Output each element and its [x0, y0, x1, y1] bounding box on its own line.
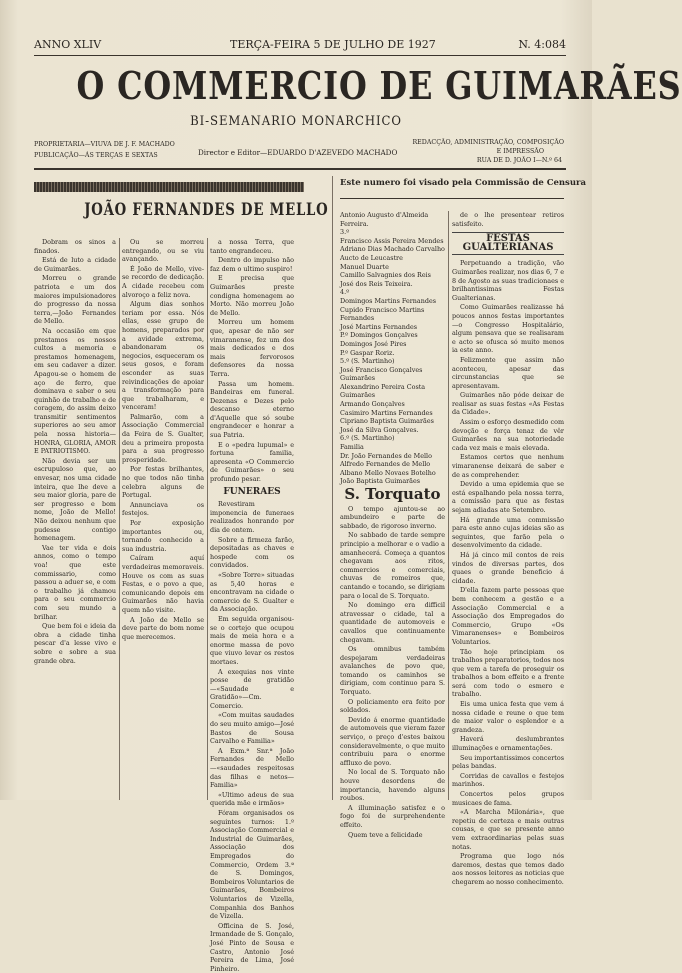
paragraph: É João de Mello, vive-se recordo de dedicação. A cidade recebeu com alvoroço a feliz nova. [122, 264, 204, 299]
proprietaria-line: PROPRIETARIA—VIUVA DE J. F. MACHADO [34, 141, 175, 148]
director-line: Director e Editor—EDUARDO D'AZEVEDO MACHADO [198, 148, 398, 157]
list-item: Armando Gonçalves [340, 400, 405, 409]
paragraph: Não devia ser um escrupuloso que, ao envesar, nos uma cidade inteira, que lhe deve a seu maior gloria, pare de ser progresso e bom nome, João de Mello! Não deixou nenhum que pudesse contigo homenagem. [34, 456, 116, 543]
paragraph: Caíram aquí verdadeiras memoraveis. Houve os com as suas Festas, e o povo a que, comunicando depois em Guimarães não havia quem não visite. [122, 554, 204, 614]
newspaper-title: O COMMERCIO DE GUIMARÃES [76, 63, 682, 108]
paragraph: Revestiram imponencia de funeraes realizados honrando por dia de ontem. [210, 500, 294, 534]
funerais-heading: FUNERAES [223, 486, 281, 497]
paragraph: Dobram os sinos a finados. [34, 238, 116, 255]
paragraph: No local de S. Torquato não houve desordens de importancia, havendo alguns roubos. [340, 768, 445, 803]
article-column-3 [210, 238, 294, 973]
paragraph: O tempo ajuntou-se ao ambundeiro e parte de sabbado, de rigoroso inverno. [340, 504, 445, 530]
issue-year: ANNO XLIV [34, 38, 102, 51]
paragraph: Vae ter vida e dois annos, como o tempo voa! que este commissario, como passou a aduer se, e com o trabalho já chamou para o seu commercio com seu mundo a brilhar. [34, 543, 116, 621]
column-divider [448, 211, 449, 800]
list-item: Francisco Assis Pereira Mendes [340, 236, 444, 245]
newspaper-subtitle: BI-SEMANARIO MONARCHICO [190, 114, 402, 129]
paragraph: Está de luto a cidade de Guimarães. [34, 256, 116, 273]
paragraph: Perpetuando a tradição, vão Guimarães realizar, nos dias 6, 7 e 8 de Agosto as suas tradicionaes e brilhantissimas Festas Gualterianas. [452, 259, 564, 302]
paragraph: Haverá deslumbrantes illuminações e ornamentações. [452, 735, 564, 753]
article-column-1 [34, 238, 116, 800]
paragraph: No sabbado de tarde sempre principio a melhorar e o vadio a amanhecerá. Começa a quantos chegavam aos ritos, commercios e comerciais, chuvas de romeiros que, cantando e tocando, se dirigiam para o local de S. Torquato. [340, 531, 445, 600]
list-item: José Francisco Gonçalves Guimarães [340, 365, 423, 383]
article-column-2 [122, 238, 204, 800]
list-item: 6.º (S. Martinho) [340, 434, 395, 443]
list-item: 3.º [340, 228, 350, 237]
paragraph: «A Marcha Milonária», que repetiu de certeza e mais outras cousas, e que se presente anno vem extraordinarias pelas suas notas. [452, 808, 564, 851]
paragraph: Palmarão, com a Associação Commercial da Feira de S. Gualter, deu a primeira proposta para a sua progresso prosperidade. [122, 412, 204, 464]
list-item: Dr. João Fernandes de Mello [340, 451, 432, 460]
list-item: 4.º [340, 288, 350, 297]
list-item: Adriano Dias Machado Carvalho [340, 245, 445, 254]
list-item: José Martins Fernandes [340, 322, 418, 331]
paragraph: A Exm.ª Snr.ª João Fernandes de Mello—«saudades respeitosas das filhas e netos—Familia» [210, 746, 294, 790]
list-item: João Baptista Guimarães [340, 477, 421, 486]
paragraph: E o «pedra lupumal» e fortuna familia, apresenta «O Commercio de Guimarães» o seu profundo pesar. [210, 440, 294, 484]
paragraph: Concertos pelos grupos musicaes de fama. [452, 790, 564, 807]
paragraph: Corridas de cavallos e festejos marinhos. [452, 771, 564, 789]
paragraph: Guimarães não póde deixar de realisar as suas festas «As Festas da Cidade». [452, 391, 564, 417]
list-item: Antonio Augusto d'Almeida Ferreira. [340, 211, 429, 228]
paragraph: O policiamento era feito por soldados. [340, 697, 445, 715]
publicacao-line: PUBLICAÇÃO—ÁS TERÇAS E SEXTAS [34, 152, 158, 159]
paragraph: Estamos certos que nenhum vimaranense deixará de saber e de as comprehender. [452, 453, 564, 479]
list-item: José dos Reis Teixeira. [340, 279, 413, 288]
column-divider [119, 238, 120, 800]
paragraph: Eis uma unica festa que vem á nossa cidade e reune o que tem de maior valor o esplendor e a grandeza. [452, 700, 564, 734]
list-item: Familia [340, 443, 364, 452]
paragraph: Como Guimarães realizasse há poucos annos festas importantes—o Congresso Hospitalário, algum pensava que se realisaram e acto se ofusca só muito menos ia este anno. [452, 303, 564, 355]
paragraph: Morreu um homem que, apesar de não ser vimaranense, fez um dos mais dedicados e dos mais fervorosos defensores da nossa Terra. [210, 318, 294, 378]
list-item: Alfredo Fernandes de Mello [340, 460, 431, 469]
paragraph: D'ella fazem parte pessoas que bem conhecem a gestão e a Associação Commercial e a Associação dos Empregados do Commercio, Grupo «Os Vimaranenses» e Bombeiros Voluntarios. [452, 586, 564, 646]
paragraph: Dentro do impulso não faz dem o ultimo suspiro! [210, 256, 294, 273]
paragraph: de o lhe presentear retiros satisfeito. [452, 211, 564, 228]
impressao-line: E IMPRESSÃO [496, 148, 544, 155]
list-item: José da Silva Gonçalves. [340, 425, 419, 434]
paragraph: Em seguida organisou-se o cortejo que ocupou mais de meia hora e a enorme massa de povo que viuvo levar os restos mortaes. [210, 614, 294, 666]
paragraph: A exequias nos vinte posse de gratidão—«Saudade e Gratidão»—Cm. Comercio. [210, 667, 294, 710]
paragraph: «Com muitas saudades do seu muito amigo—José Bastos de Sousa Carvalho e Familia» [210, 711, 294, 746]
funeral-turn-list [340, 211, 445, 486]
s-torquato-heading: S. Torquato [344, 485, 441, 503]
censorship-notice: Este numero foi visado pela Commissão de Censura [340, 178, 564, 199]
right-column-list [340, 211, 445, 839]
paragraph: «Ultimo adeus de sua querida mãe e irmãos» [210, 790, 294, 808]
paragraph: Devido á enorme quantidade de automoveis que vieram fazer serviço, o preço d'estes baixou consideravelmente, o que muito contribuiu para o enorme affluxo de povo. [340, 715, 445, 767]
address-line: RUA DE D. JOÃO I—N.º 64 [476, 157, 562, 164]
list-item: Manuel Duarte [340, 262, 389, 271]
list-item: Cupido Francisco Martins Fernandes [340, 305, 425, 323]
paragraph: Devido a uma epidemia que se está espalhando pela nossa terra, a comissão para que as festas sejam adiadas ate Setembro. [452, 480, 564, 514]
list-item: Alexandrino Pereira Costa Guimarães [340, 382, 426, 400]
list-item: Albano Mello Novaes Botelho [340, 468, 436, 477]
paragraph: Quem teve a felicidade [348, 830, 423, 839]
list-item: P.º Gaspar Roriz. [340, 348, 395, 357]
masthead [34, 56, 682, 116]
paragraph: Os omnibus também despejaram verdadeiras avalanches de povo que, tomando os caminhos se dirigiam, com continuo para S. Torquato. [340, 645, 445, 697]
paragraph: Felizmente que assim não aconteceu, apesar das circunstancias que se apresentavam. [452, 355, 564, 390]
paragraph: Passa um homem. Bandeiras em funeral. Dezenas e Dezes pelo descanso eterno d'Aquelle que só soube engrandecer e honrar a sua Patria. [210, 379, 294, 440]
list-item: Casimiro Martins Fernandes [340, 408, 433, 417]
redaccao-line: REDACÇÃO, ADMINISTRAÇÃO, COMPOSIÇÃO [412, 139, 564, 146]
paragraph: Por festas brilhantes, no que todos não tinha celebra alguns de Portugal. [122, 465, 204, 500]
header-rule-bottom [34, 168, 566, 170]
festas-gualterianas-heading: FESTAS GUALTERIANAS [452, 232, 564, 255]
paragraph: Morreu o grande patriota e um dos maiores impulsionadores do progresso da nossa terra,—João Fernandes de Mello. [34, 274, 116, 326]
list-item: Cipriano Baptista Guimarães [340, 417, 434, 426]
list-item: Domingos José Pires [340, 339, 407, 348]
list-item: P.º Domingos Gonçalves [340, 331, 418, 340]
list-item: 5.º (S. Martinho) [340, 357, 395, 366]
issue-number: N. 4:084 [518, 38, 566, 51]
paragraph: Na occasião em que prestamos os nossos cultos a memoria e prestamos homenagem, em seu cadaver a dizer. Apagou-se o homem de aço de ferro, que dominava e saber o seu quinhão de trabalho e de coragem, do assim deixo transmitir sentimentos superiores ao seu amor pela nossa historia—HONRA, GLORIA, AMOR E PATRIOTISMO. [34, 326, 116, 456]
paragraph: E precisa que Guimarães preste condigna homenagem ao Morto. Não morreu João de Mello. [210, 274, 294, 317]
column-divider [207, 238, 208, 800]
paragraph: Algum dias sonhos teriam por essa. Nós ellas, esse grupo de homens, preparados por a avidade extrema, abandonaram os negocios, esqueceram os seus gosos, e foram esconder as suas reivindicações de apoiar a transformação para que trabalharam, e venceram! [122, 300, 204, 412]
paragraph: Há grande uma commissão para este anno cujas ideias são as seguintes, que farão pela o desenvolvimento da cidade. [452, 515, 564, 550]
paragraph: Officina de S. José, Irmandade de S. Gonçalo, José Pinto de Sousa e Castro, Antonio José Pereira de Lima, José Pinheiro. [210, 921, 294, 973]
paragraph: Tão hoje principiam os trabalhos preparatorios, todos nos que vem a tarefa de proseguir os trabalhos a bom effeito e a frente será com todo o esmero e trabalho. [452, 647, 564, 699]
issue-header-line [34, 38, 566, 54]
paragraph: Annunciava os festejos. [122, 500, 204, 518]
paragraph: Programa que logo nós daremos, destas que temos dado aos nossos leitores as noticias que chegarem ao nosso conhecimento. [452, 852, 564, 886]
list-item: Domingos Martins Fernandes [340, 296, 437, 305]
paragraph: Que bem foi e ideia da obra a cidade tinha pescar d'a lesse vivo e sobre e sobre a sua grande obra. [34, 622, 116, 665]
paragraph: «Sobre Torre» situadas as 5,40 horas e encontravam na cidade o comercio de S. Gualter e da Associação. [210, 570, 294, 614]
list-item: Camillo Salvagnies dos Reis [340, 271, 431, 280]
main-article-title: JOÃO FERNANDES DE MELLO [84, 200, 329, 220]
list-item: Aucto de Leucastre [340, 253, 403, 262]
paragraph: Ou se morreu entregando, ou se viu avançando. [122, 238, 204, 264]
mourning-banner [34, 182, 304, 192]
paragraph: Por exposição importantes ou, tornando conhecido a sua industria. [122, 519, 204, 553]
issue-date: TERÇA-FEIRA 5 DE JULHO DE 1927 [230, 38, 436, 51]
paragraph: Fóram organisados os seguintes turnos: 1.º Associação Commercial e Industrial de Guimarães, Associação dos Empregados do Commercio, Ordem 3.ª de S. Domingos, Bombeiros Voluntarios de Guimarães, Bombeiros Voluntarios de Vizella, Companhia dos Banhos de Vizella. [210, 809, 294, 921]
paragraph: Assim o esforço desmedido com devoção e força tenaz de vêr Guimarães na sua notoriedade cada vez mais e mais elevada. [452, 418, 564, 452]
paragraph: Sobre a firmeza farão, depositadas as chaves e hospede com os convidados. [210, 535, 294, 570]
paragraph: Seu importantissimos concertos pelas bandas. [452, 753, 564, 771]
column-divider [332, 176, 333, 800]
paragraph: A illuminação satisfez e o fogo foi de surprehendente effeito. [340, 803, 445, 829]
paragraph: Há já cinco mil contos de reis vindos de diversas partes, dos quaes o grande beneficio á cidade. [452, 550, 564, 585]
paragraph: A João de Mello se deve parte do bom nome que merecemos. [122, 615, 204, 641]
festas-column [452, 211, 564, 886]
paragraph: a nossa Terra, que tanto engrandeceu. [210, 238, 294, 255]
paragraph: No domingo era difficil atravessar o cidade, tal a quantidade de automoveis e cavallos que continuamente chegavam. [340, 601, 445, 644]
